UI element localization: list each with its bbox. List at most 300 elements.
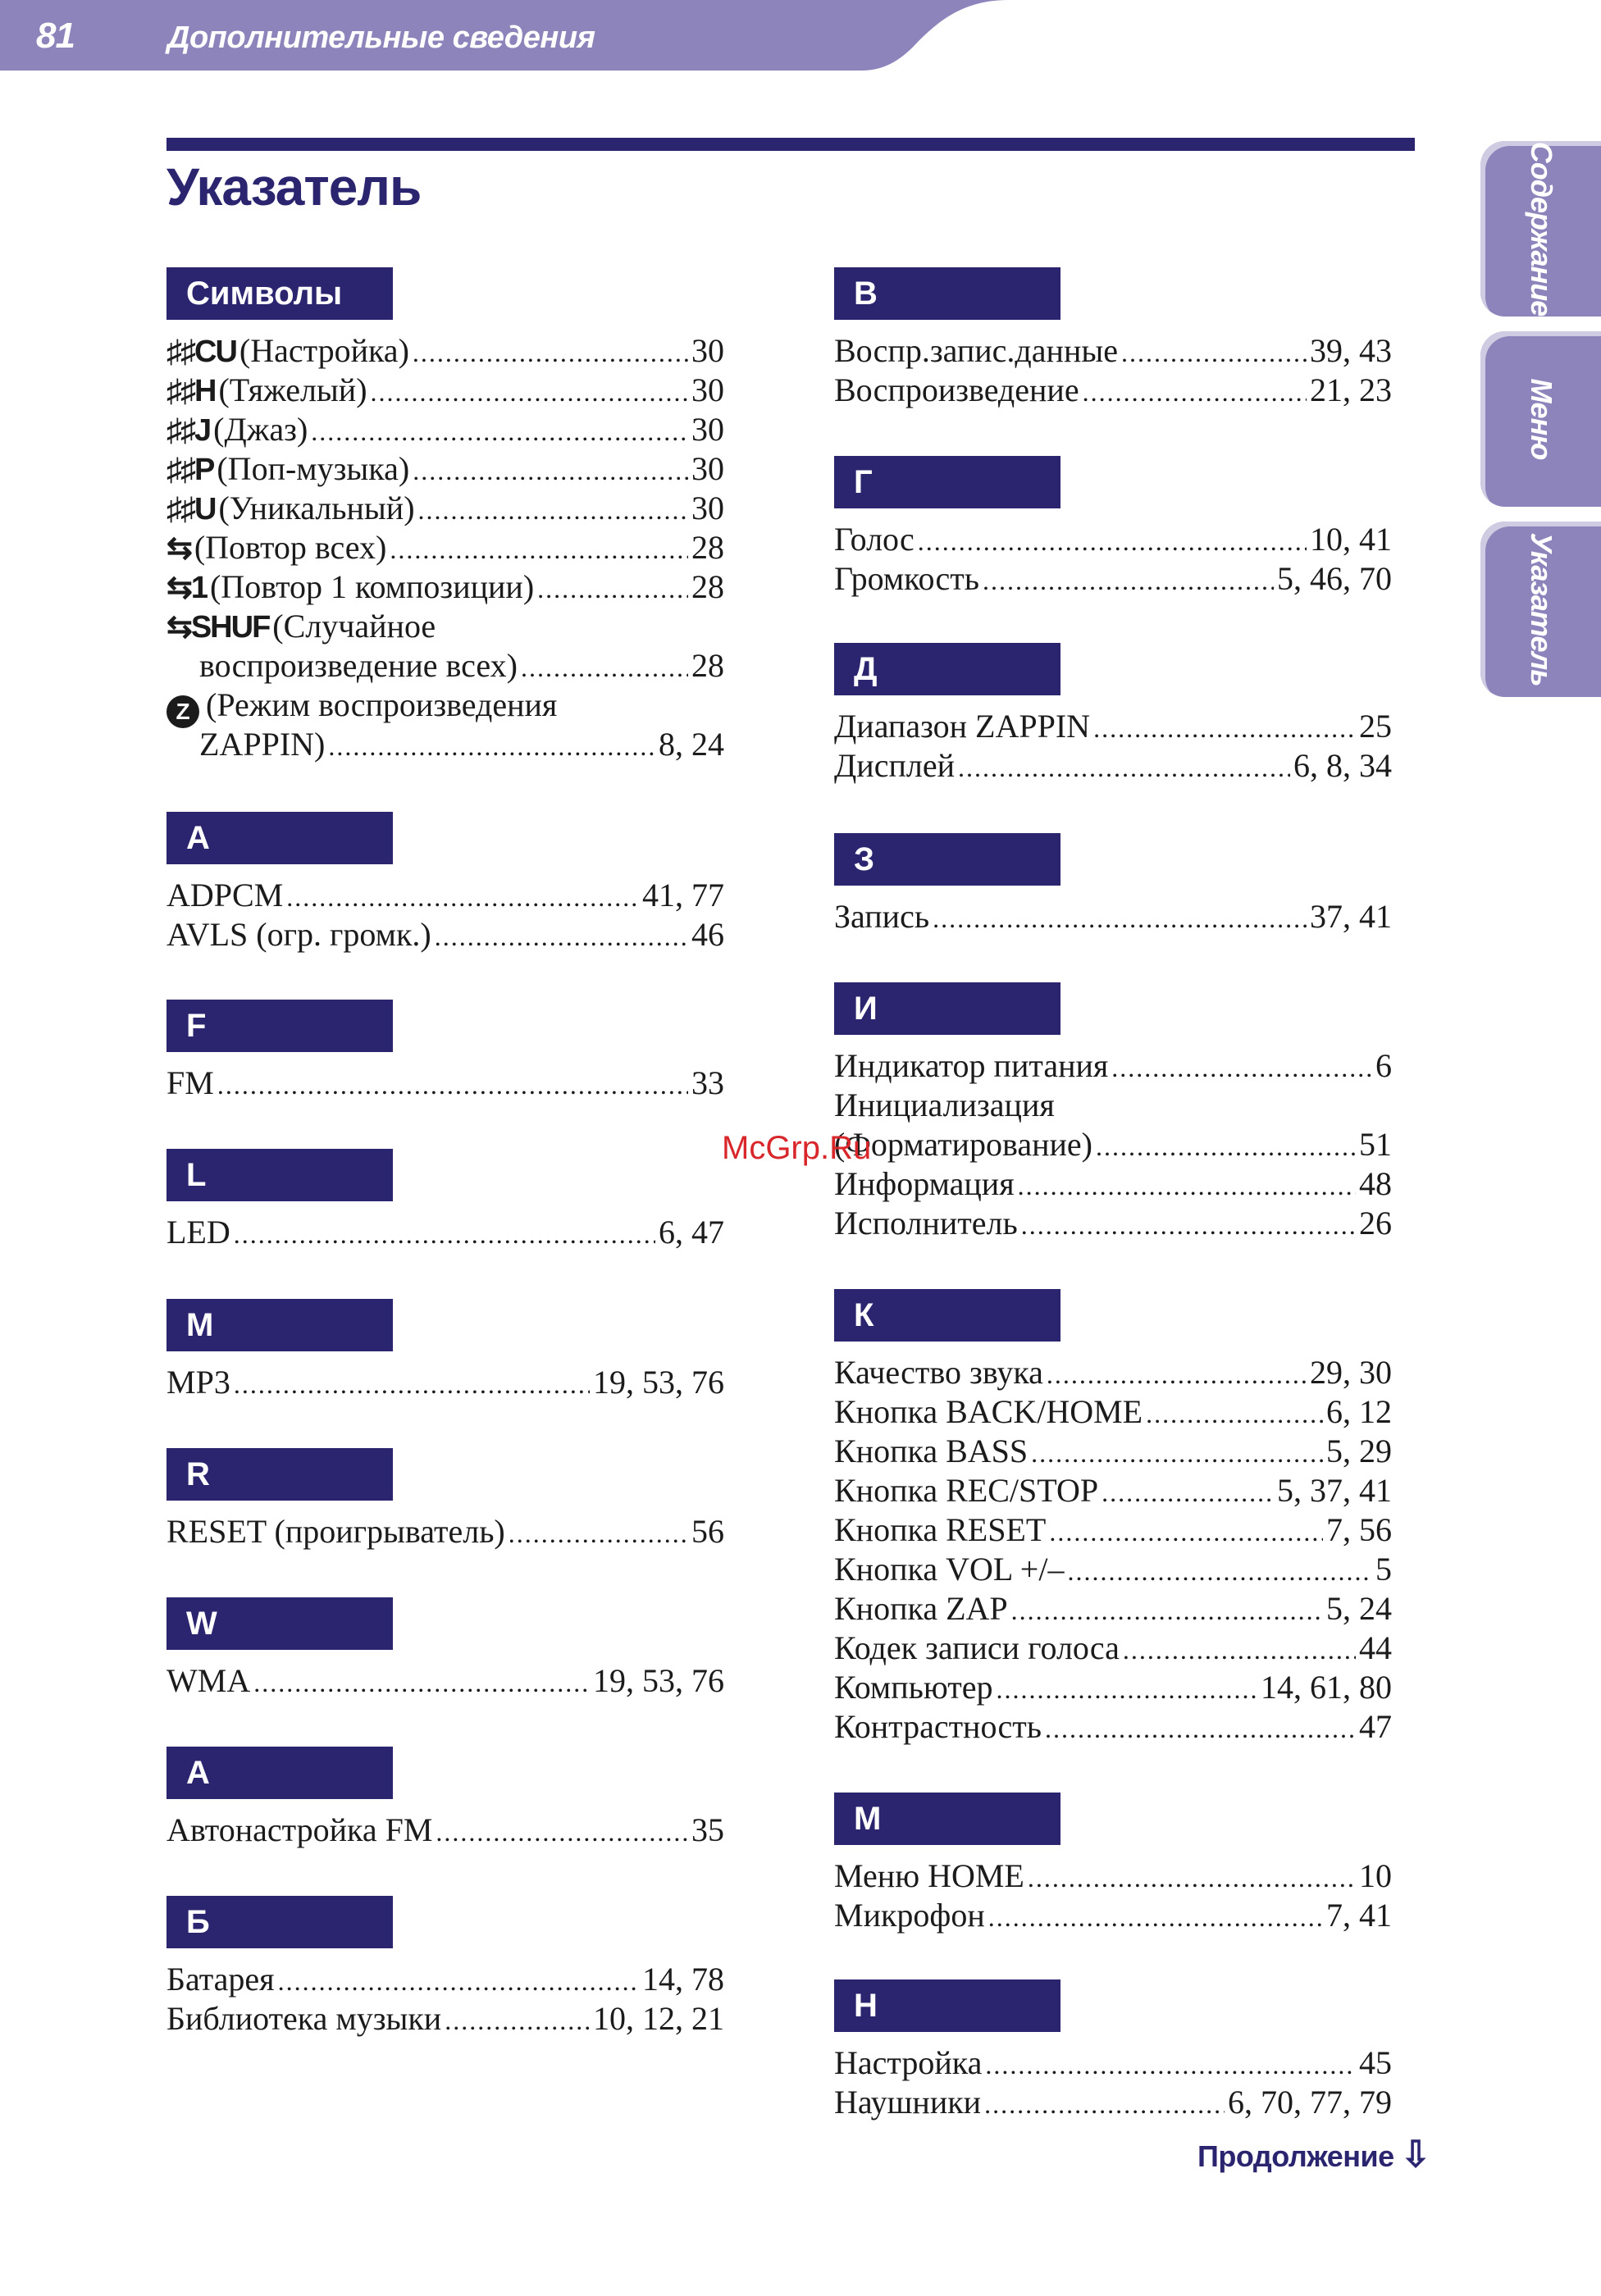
index-entry-pages[interactable]: 6 [1375, 1047, 1392, 1084]
index-entry-list [166, 1661, 724, 1701]
index-group [834, 833, 1392, 936]
index-entry-text: Воспр.запис.данные [834, 332, 1118, 369]
dot-leader [418, 490, 688, 530]
index-entry[interactable] [166, 371, 724, 410]
dot-leader [436, 1812, 688, 1852]
dot-leader [933, 899, 1307, 938]
index-entry-text: AVLS (огр. громк.) [166, 916, 431, 953]
dot-leader [1093, 708, 1356, 748]
index-group-heading: М [834, 1793, 1060, 1845]
index-entry[interactable] [166, 567, 724, 607]
index-entry-term [834, 1629, 1120, 1668]
index-group [166, 1747, 724, 1850]
dot-leader [1067, 1551, 1372, 1591]
index-entry-pages[interactable]: 19, 53, 76 [593, 1662, 724, 1699]
index-entry-term [166, 725, 325, 764]
index-entry[interactable] [166, 915, 724, 954]
index-entry-pages[interactable]: 6, 8, 34 [1293, 747, 1392, 784]
index-entry-term [166, 876, 283, 915]
index-entry-term [166, 686, 557, 728]
index-entry-pages[interactable]: 28 [691, 529, 724, 566]
index-entry-list [166, 331, 724, 764]
index-entry-text: Дисплей [834, 747, 955, 784]
index-entry-pages[interactable]: 48 [1359, 1165, 1392, 1202]
index-entry-term [166, 567, 534, 608]
index-entry-pages[interactable]: 45 [1359, 2044, 1392, 2081]
index-group [166, 1896, 724, 2039]
index-entry-text: ZAPPIN) [199, 726, 326, 763]
index-entry-term [834, 1392, 1143, 1432]
index-entry-pages[interactable]: 47 [1359, 1708, 1392, 1745]
index-entry-list [166, 1363, 724, 1402]
index-entry-pages[interactable]: 10 [1359, 1857, 1392, 1894]
index-entry-term [834, 1550, 1064, 1589]
index-group-heading: L [166, 1149, 393, 1201]
index-entry-text: FM [166, 1064, 214, 1101]
index-entry[interactable] [834, 1432, 1392, 1471]
equalizer-icon: ♯♯U [166, 492, 216, 526]
index-entry-pages[interactable]: 19, 53, 76 [593, 1364, 724, 1401]
index-entry-text: (Форматирование) [834, 1126, 1092, 1163]
index-entry-pages[interactable]: 7, 56 [1326, 1511, 1392, 1548]
index-entry-text: Качество звука [834, 1354, 1043, 1391]
index-entry-pages[interactable]: 6, 70, 77, 79 [1228, 2084, 1392, 2121]
index-entry-list [834, 1353, 1392, 1747]
dot-leader [1083, 372, 1307, 412]
index-entry-term [834, 331, 1118, 371]
dot-leader [253, 1663, 590, 1702]
index-entry[interactable] [166, 607, 724, 646]
index-entry[interactable] [834, 1086, 1392, 1125]
index-entry[interactable] [834, 1668, 1392, 1707]
continue-label: Продолжение [1197, 2139, 1394, 2173]
index-entry[interactable] [834, 331, 1392, 371]
index-entry[interactable] [834, 897, 1392, 936]
index-entry-text: Кнопка BASS [834, 1433, 1029, 1469]
index-entry-list [834, 2043, 1392, 2122]
dot-leader [1021, 1205, 1356, 1245]
index-entry[interactable] [834, 1510, 1392, 1550]
index-entry-term [166, 1363, 230, 1402]
index-entry-term [166, 1064, 214, 1103]
index-entry-term [834, 1086, 1055, 1125]
index-entry-term [834, 1432, 1028, 1471]
index-entry-pages[interactable]: 5, 37, 41 [1277, 1472, 1392, 1509]
index-entry[interactable] [834, 371, 1392, 410]
dot-leader [435, 917, 688, 956]
tab-index[interactable] [1480, 522, 1601, 697]
index-group-heading: В [834, 267, 1060, 320]
tab-menu[interactable] [1480, 331, 1601, 507]
index-entry-text: (Джаз) [213, 411, 308, 448]
dot-leader [1123, 1630, 1356, 1670]
index-entry-pages[interactable]: 10, 12, 21 [593, 2000, 724, 2037]
index-entry-text: (Поп-музыка) [217, 450, 410, 487]
dot-leader [521, 648, 688, 687]
index-entry[interactable] [834, 1204, 1392, 1243]
index-entry-term [166, 607, 436, 647]
index-entry-pages[interactable]: 30 [691, 450, 724, 487]
index-entry-term [834, 1856, 1024, 1896]
dot-leader [234, 1214, 655, 1254]
dot-leader [413, 333, 688, 372]
index-entry-pages[interactable]: 51 [1359, 1126, 1392, 1163]
index-entry-term [166, 449, 409, 490]
index-entry-list [834, 520, 1392, 599]
index-entry-text: Голос [834, 521, 915, 558]
index-entry-pages[interactable]: 5 [1375, 1551, 1392, 1588]
index-entry-text: (Тяжелый) [218, 371, 367, 408]
dot-leader [1111, 1048, 1372, 1087]
index-group-heading: Символы [166, 267, 393, 320]
index-group [834, 982, 1392, 1243]
header-band [0, 0, 1601, 71]
index-entry-pages[interactable]: 56 [691, 1513, 724, 1550]
watermark: McGrp.Ru [722, 1130, 872, 1166]
index-entry-term [166, 489, 415, 529]
index-entry-text: Кодек записи голоса [834, 1629, 1120, 1666]
index-entry-list [166, 1064, 724, 1103]
dot-leader [1031, 1433, 1323, 1473]
index-entry-term [834, 2083, 981, 2122]
repeat-icon: ⇆1 [166, 571, 207, 605]
index-entry[interactable] [834, 1471, 1392, 1510]
index-entry-text: Диапазон ZAPPIN [834, 708, 1091, 745]
index-entry-pages[interactable]: 46 [691, 916, 724, 953]
index-entry[interactable] [166, 876, 724, 915]
index-group [834, 1793, 1392, 1935]
equalizer-icon: ♯♯H [166, 374, 216, 408]
dot-leader [1121, 333, 1307, 372]
index-entry-text: (Повтор 1 композиции) [209, 568, 535, 605]
index-entry-pages[interactable]: 30 [691, 332, 724, 369]
index-entry-text: Контрастность [834, 1708, 1042, 1745]
index-entry-term [166, 331, 409, 371]
index-entry-text: Библиотека музыки [166, 2000, 442, 2037]
dot-leader [985, 2045, 1356, 2084]
index-entry[interactable] [166, 410, 724, 449]
tab-contents[interactable] [1480, 141, 1601, 317]
index-entry-term [834, 1589, 1008, 1629]
index-entry-text: Исполнитель [834, 1205, 1018, 1241]
index-entry-text: Запись [834, 898, 930, 935]
index-entry-list [166, 1512, 724, 1551]
index-entry-list [834, 1046, 1392, 1243]
dot-leader [1049, 1512, 1323, 1551]
index-entry-text: Автонастройка FM [166, 1811, 433, 1848]
index-entry-term [166, 915, 431, 954]
index-group [166, 1000, 724, 1103]
index-group [834, 267, 1392, 410]
index-entry-term [166, 1811, 432, 1850]
index-entry-term [834, 897, 929, 936]
index-group [834, 643, 1392, 786]
index-entry-text: Наушники [834, 2084, 982, 2121]
index-entry-term [166, 410, 308, 450]
index-entry[interactable] [834, 520, 1392, 559]
index-entry-text: Кнопка RESET [834, 1511, 1047, 1548]
repeat-icon: ⇆SHUF [166, 610, 270, 645]
index-entry[interactable] [834, 1353, 1392, 1392]
index-group-heading: A [166, 812, 393, 864]
index-entry-term [834, 1896, 985, 1935]
dot-leader [1011, 1591, 1323, 1630]
index-entry-term [834, 1668, 992, 1707]
index-entry-text: Воспроизведение [834, 371, 1079, 408]
dot-leader [1146, 1394, 1323, 1433]
index-entry-list [166, 1960, 724, 2039]
index-entry-term [166, 1213, 230, 1252]
index-entry-pages[interactable]: 5, 29 [1326, 1433, 1392, 1469]
index-entry-text: Громкость [834, 560, 980, 597]
index-entry-list [834, 1856, 1392, 1935]
index-entry-pages[interactable]: 14, 61, 80 [1261, 1669, 1392, 1706]
index-entry-pages[interactable]: 33 [691, 1064, 724, 1101]
index-entry-term [166, 1960, 275, 1999]
index-entry-term [834, 1046, 1108, 1086]
index-entry-pages[interactable]: 6, 47 [659, 1214, 724, 1250]
index-entry-text: воспроизведение всех) [199, 647, 518, 684]
tab-contents-label: Содержание [1524, 141, 1558, 317]
index-entry[interactable] [834, 746, 1392, 786]
index-entry-text: (Повтор всех) [194, 529, 387, 566]
index-entry-pages[interactable]: 29, 30 [1310, 1354, 1392, 1391]
index-entry-term [166, 1999, 441, 2039]
equalizer-icon: ♯♯P [166, 453, 214, 487]
index-entry-text: (Случайное [272, 608, 436, 645]
dot-leader [311, 412, 688, 451]
index-entry-text: Батарея [166, 1961, 275, 1998]
index-entry-text: Кнопка ZAP [834, 1590, 1008, 1627]
dot-leader [217, 1065, 688, 1105]
index-entry[interactable] [166, 1363, 724, 1402]
index-entry-pages[interactable]: 5, 46, 70 [1277, 560, 1392, 597]
dot-leader [445, 2001, 590, 2040]
dot-leader [988, 1897, 1323, 1937]
index-entry[interactable] [834, 1707, 1392, 1747]
index-entry-list [166, 1213, 724, 1252]
index-entry-pages[interactable]: 7, 41 [1326, 1897, 1392, 1934]
index-entry-pages[interactable]: 30 [691, 371, 724, 408]
index-entry-text: Кнопка VOL +/– [834, 1551, 1065, 1588]
dot-leader [509, 1514, 688, 1553]
index-entry-term [834, 1510, 1046, 1550]
section-title: Дополнительные сведения [167, 20, 595, 55]
dot-leader [1047, 1355, 1307, 1394]
index-entry[interactable] [166, 1999, 724, 2039]
index-entry-text: Инициализация [834, 1086, 1055, 1123]
index-entry[interactable] [834, 1392, 1392, 1432]
index-entry-text: MP3 [166, 1364, 230, 1401]
index-entry-term [166, 1661, 250, 1701]
dot-leader [390, 530, 688, 569]
index-entry-pages[interactable]: 41, 77 [642, 877, 724, 913]
dot-leader [234, 1364, 590, 1404]
index-entry-term [834, 1471, 1098, 1510]
index-entry-list [834, 897, 1392, 936]
index-entry[interactable] [834, 1589, 1392, 1629]
arrow-down-icon: ⇩ [1400, 2134, 1431, 2175]
index-entry-text: Индикатор питания [834, 1047, 1109, 1084]
index-entry-pages[interactable]: 30 [691, 490, 724, 526]
index-entry-list [834, 331, 1392, 410]
index-entry-term [166, 371, 367, 411]
index-group-heading: А [166, 1747, 393, 1799]
tab-index-label: Указатель [1524, 532, 1558, 686]
repeat-icon: ⇆ [166, 531, 191, 566]
index-entry[interactable] [834, 1046, 1392, 1086]
index-group-heading: К [834, 1289, 1060, 1342]
index-entry[interactable] [166, 1811, 724, 1850]
index-entry[interactable] [166, 1661, 724, 1701]
index-entry[interactable] [166, 489, 724, 528]
index-entry[interactable] [834, 1896, 1392, 1935]
dot-leader [983, 561, 1274, 600]
index-entry[interactable] [834, 2043, 1392, 2083]
index-group [834, 1289, 1392, 1747]
index-entry[interactable] [166, 686, 724, 725]
dot-leader [371, 372, 688, 412]
zappin-icon: Z [166, 695, 199, 728]
index-entry[interactable] [834, 1164, 1392, 1204]
index-entry-pages[interactable]: 26 [1359, 1205, 1392, 1241]
dot-leader [1018, 1166, 1356, 1205]
index-group [166, 812, 724, 954]
index-entry[interactable] [166, 528, 724, 567]
index-entry[interactable] [166, 449, 724, 489]
index-entry-pages[interactable]: 8, 24 [659, 726, 724, 763]
dot-leader [918, 522, 1307, 561]
continue-link[interactable] [1197, 2132, 1430, 2178]
index-entry[interactable] [834, 707, 1392, 746]
index-group-heading: Н [834, 1979, 1060, 2032]
index-entry-pages[interactable]: 5, 24 [1326, 1590, 1392, 1627]
dot-leader [958, 748, 1290, 787]
index-entry-term [834, 520, 915, 559]
dot-leader [328, 727, 655, 766]
index-entry-term [834, 1707, 1042, 1747]
index-entry-text: ADPCM [166, 877, 284, 913]
index-entry-pages[interactable]: 39, 43 [1310, 332, 1392, 369]
index-group-heading: Б [166, 1896, 393, 1948]
index-entry-pages[interactable]: 10, 41 [1310, 521, 1392, 558]
index-group [166, 267, 724, 764]
index-entry-pages[interactable]: 35 [691, 1811, 724, 1848]
index-group-heading: R [166, 1448, 393, 1501]
index-entry-list [166, 1811, 724, 1850]
index-entry[interactable] [166, 1960, 724, 1999]
index-entry[interactable] [166, 1512, 724, 1551]
index-entry-pages[interactable]: 6, 12 [1326, 1393, 1392, 1430]
index-entry[interactable] [834, 1629, 1392, 1668]
index-group [834, 1979, 1392, 2122]
index-entry-pages[interactable]: 14, 78 [642, 1961, 724, 1998]
index-entry-term [834, 1353, 1043, 1392]
index-entry[interactable] [834, 1550, 1392, 1589]
index-entry-pages[interactable]: 25 [1359, 708, 1392, 745]
index-entry-term [834, 1204, 1018, 1243]
index-entry[interactable] [834, 1125, 1392, 1164]
index-entry-text: Информация [834, 1165, 1015, 1202]
index-group [166, 1149, 724, 1252]
index-entry-list [834, 707, 1392, 786]
index-group [166, 1299, 724, 1402]
index-entry-term [834, 707, 1090, 746]
equalizer-icon: ♯♯J [166, 413, 211, 448]
dot-leader [1028, 1858, 1356, 1897]
index-entry[interactable] [834, 559, 1392, 599]
index-entry-text: Кнопка BACK/HOME [834, 1393, 1143, 1430]
index-entry-pages[interactable]: 30 [691, 411, 724, 448]
index-group [834, 456, 1392, 599]
index-group-heading: Г [834, 456, 1060, 508]
dot-leader [984, 2084, 1225, 2124]
index-group [166, 1597, 724, 1701]
index-entry-term [166, 528, 386, 568]
index-entry-text: (Настройка) [239, 332, 409, 369]
index-entry-term [834, 1125, 1092, 1164]
index-entry[interactable] [166, 1064, 724, 1103]
index-entry-text: (Уникальный) [218, 490, 415, 526]
dot-leader [537, 569, 688, 608]
index-entry-text: WMA [166, 1662, 251, 1699]
index-entry-pages[interactable]: 37, 41 [1310, 898, 1392, 935]
dot-leader [996, 1670, 1257, 1709]
index-entry[interactable] [166, 725, 724, 764]
index-entry-list [166, 876, 724, 954]
tab-menu-label: Меню [1524, 378, 1558, 460]
title-rule [166, 138, 1415, 151]
index-group-heading: M [166, 1299, 393, 1351]
dot-leader [1102, 1473, 1274, 1512]
index-group-heading: Д [834, 643, 1060, 695]
dot-leader [413, 451, 688, 490]
index-entry[interactable] [166, 331, 724, 371]
index-entry-pages[interactable]: 28 [691, 568, 724, 605]
index-entry-text: Настройка [834, 2044, 983, 2081]
index-entry-pages[interactable]: 21, 23 [1310, 371, 1392, 408]
index-entry-text: Компьютер [834, 1669, 993, 1706]
index-group-heading: F [166, 1000, 393, 1052]
index-entry-pages[interactable]: 28 [691, 647, 724, 684]
page-number: 81 [36, 16, 75, 56]
index-entry-term [834, 371, 1079, 410]
index-entry-term [166, 646, 518, 686]
index-entry-text: LED [166, 1214, 230, 1250]
index-entry[interactable] [834, 1856, 1392, 1896]
index-entry[interactable] [166, 646, 724, 686]
dot-leader [278, 1961, 639, 2001]
equalizer-icon: ♯♯CU [166, 335, 236, 369]
index-entry-pages[interactable]: 44 [1359, 1629, 1392, 1666]
index-entry-text: Микрофон [834, 1897, 985, 1934]
index-group-heading: И [834, 982, 1060, 1035]
index-entry[interactable] [834, 2083, 1392, 2122]
index-entry[interactable] [166, 1213, 724, 1252]
index-entry-text: RESET (проигрыватель) [166, 1513, 505, 1550]
page-title: Указатель [166, 157, 422, 216]
index-group-heading: З [834, 833, 1060, 886]
index-entry-term [834, 2043, 982, 2083]
dot-leader [1096, 1127, 1356, 1166]
index-entry-term [834, 559, 979, 599]
index-entry-text: (Режим воспроизведения [206, 686, 558, 723]
dot-leader [286, 877, 639, 917]
index-entry-term [834, 746, 955, 786]
index-entry-term [166, 1512, 505, 1551]
index-group-heading: W [166, 1597, 393, 1650]
index-entry-text: Кнопка REC/STOP [834, 1472, 1099, 1509]
